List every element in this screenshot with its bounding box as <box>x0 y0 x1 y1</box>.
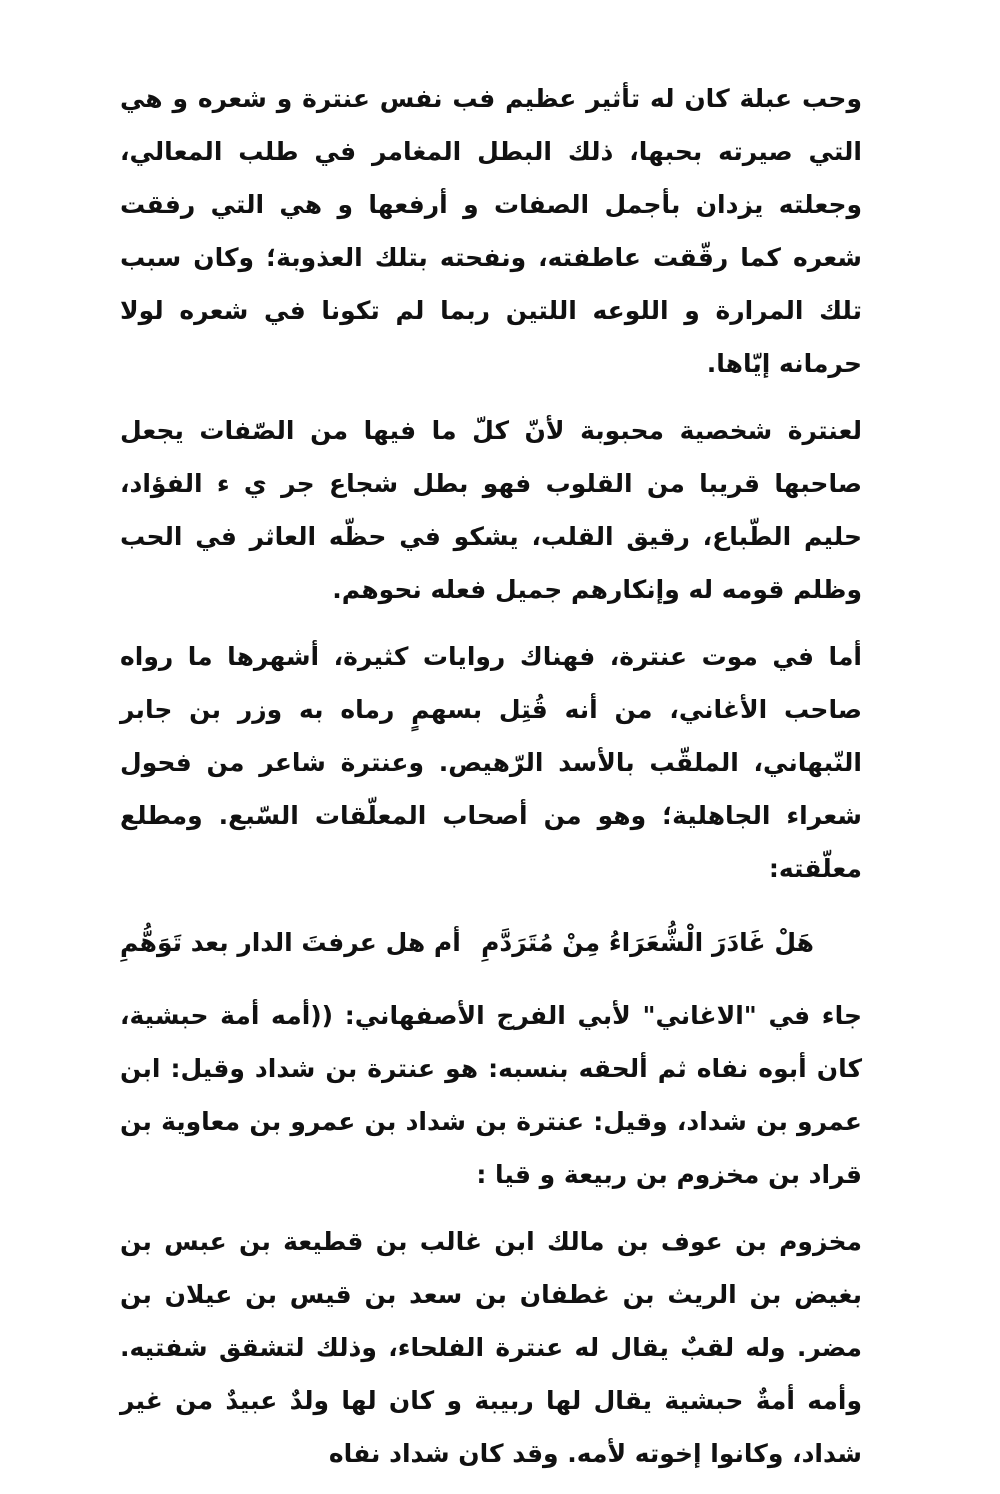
paragraph-antara-character: لعنترة شخصية محبوبة لأنّ كلّ ما فيها من الصّفات يجعل صاحبها قريبا من القلوب فهو بطل شجاع جر ي ء الفؤاد، حليم الطّباع، رقيق القلب، يشكو في حظّه العاثر في الحب وظلم قومه له وإنكارهم جميل فعله نحوهم. <box>120 416 862 604</box>
paragraph-aghani-lineage: جاء في "الاغاني" لأبي الفرج الأصفهاني: ((أمه أمة حبشية، كان أبوه نفاه ثم ألحقه بنسبه: هو عنترة بن شداد وقيل: ابن عمرو بن شداد، وقيل: عنترة بن شداد بن عمرو بن معاوية بن قراد بن مخزوم بن ربيعة و قيا : <box>120 1001 862 1189</box>
paragraph-lineage-continued: مخزوم بن عوف بن مالك ابن غالب بن قطيعة بن عبس بن بغيض بن الريث بن غطفان بن سعد بن قيس بن عيلان بن مضر. وله لقبٌ يقال له عنترة الفلحاء، وذلك لتشقق شفتيه. وأمه أمةٌ حبشية يقال لها ربيبة و كان لها ولدٌ عبيدٌ من غير شداد، وكانوا إخوته لأمه. وقد كان شداد نفاه <box>120 1227 862 1468</box>
verse-first-hemistich: هَلْ غَادَرَ الْشُّعَرَاءُ مِنْ مُتَرَدَّمِ <box>481 927 814 957</box>
verse-second-hemistich: أم هل عرفتَ الدار بعد تَوَهُّمِ <box>120 927 461 957</box>
paragraph-antara-death: أما في موت عنترة، فهناك روايات كثيرة، أشهرها ما رواه صاحب الأغاني، من أنه قُتِل بسهمٍ رماه به وزر بن جابر النّبهاني، الملقّب بالأسد الرّهيص. وعنترة شاعر من فحول شعراء الجاهلية؛ وهو من أصحاب المعلّقات السّبع. ومطلع معلّقته: <box>120 642 862 883</box>
paragraph-abla-love: وحب عبلة كان له تأثير عظيم فب نفس عنترة و شعره و هي التي صيرته بحبها، ذلك البطل المغامر في طلب المعالي، وجعلته يزدان بأجمل الصفات و أرفعها و هي التي رفقت شعره كما رقّقت عاطفته، ونفحته بتلك العذوبة؛ وكان سبب تلك المرارة و اللوعه اللتين ربما لم تكونا في شعره لولا حرمانه إيّاها. <box>120 84 862 378</box>
document-body <box>120 72 862 1494</box>
muallaqa-opening-verse <box>120 909 862 975</box>
